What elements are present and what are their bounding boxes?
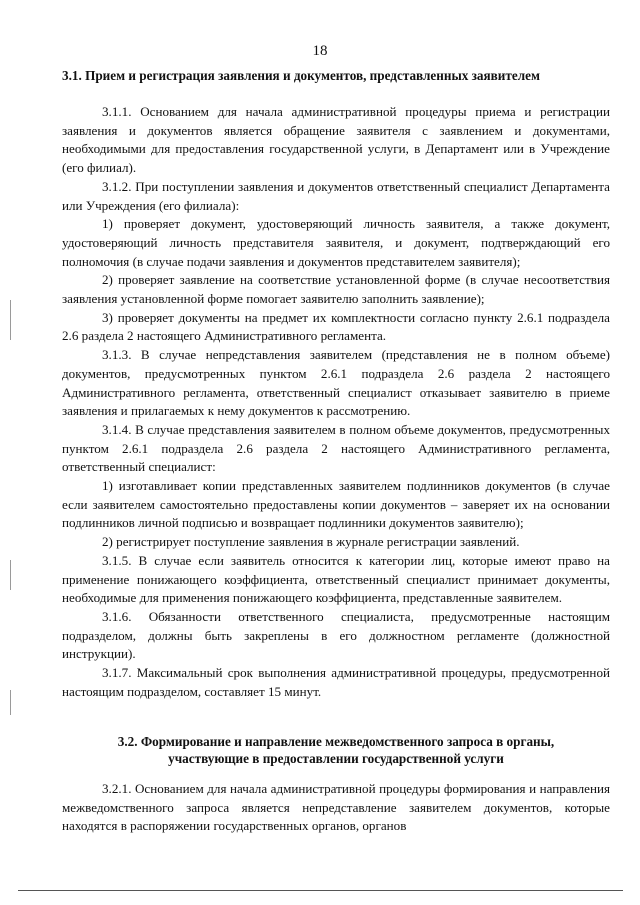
- scan-margin-mark: [10, 690, 11, 715]
- section-3-1-heading: 3.1. Прием и регистрация заявления и документов, представленных заявителем: [62, 68, 540, 83]
- section-3-2-heading: [62, 733, 610, 767]
- paragraph-3-2-1: 3.2.1. Основанием для начала административной процедуры формирования и направления межведомственного запроса является непредставление заявителем документов, которые находятся в распоряжении государственных органов, органов: [62, 781, 610, 834]
- paragraph-3-1-7: 3.1.7. Максимальный срок выполнения административной процедуры, предусмотренной настоящим подразделом, составляет 15 минут.: [62, 665, 610, 699]
- paragraph-3-1-4: 3.1.4. В случае представления заявителем в полном объеме документов, предусмотренных пунктом 2.6.1 подраздела 2.6 раздела 2 настоящего Административного регламента, ответственный специалист:: [62, 421, 610, 475]
- paragraph-3-1-6: 3.1.6. Обязанности ответственного специалиста, предусмотренные настоящим подразделом, должны быть закреплены в его должностном регламенте (должностной инструкции).: [62, 608, 610, 662]
- paragraph-3-1-2: 3.1.2. При поступлении заявления и документов ответственный специалист Департамента или Учреждения (его филиала):: [62, 178, 610, 213]
- section-3-2-heading-line-1: 3.2. Формирование и направление межведомственного запроса в органы,: [117, 734, 555, 749]
- list-item-3-1-4-2: 2) регистрирует поступление заявления в журнале регистрации заявлений.: [102, 534, 520, 550]
- section-3-2-body: [62, 780, 610, 836]
- list-item-3-1-4-1: 1) изготавливает копии представленных заявителем подлинников документов (в случае если заявителем самостоятельно предоставлены копии документов – заверяет их на основании подлинников личной подписью и возвращает подлинники документов заявителю);: [62, 478, 610, 531]
- paragraph-3-1-5: 3.1.5. В случае если заявитель относится к категории лиц, которые имеют право на применение понижающего коэффициента, ответственный специалист принимает документы, необходимые для применения понижающего коэффициента, представленные заявителем.: [62, 552, 610, 606]
- page-number: 18: [312, 43, 328, 59]
- bottom-scan-edge: [18, 890, 623, 891]
- section-3-1-body: [62, 103, 610, 702]
- paragraph-3-1-1: 3.1.1. Основанием для начала административной процедуры приема и регистрации заявления и документов является обращение заявителя с заявлением и документами, необходимыми для предоставления государственной услуги, в Департамент или в Учреждение (его филиал).: [62, 104, 610, 176]
- list-item-3-1-2-3: 3) проверяет документы на предмет их комплектности согласно пункту 2.6.1 подраздела 2.6 раздела 2 настоящего Административного регламента.: [62, 309, 610, 344]
- list-item-3-1-2-1: 1) проверяет документ, удостоверяющий личность заявителя, а также документ, удостоверяющий личность представителя заявителя, и документ, подтверждающий его полномочия (в случае подачи заявления и документов представителем заявителя);: [62, 216, 610, 269]
- list-item-3-1-2-2: 2) проверяет заявление на соответствие установленной форме (в случае несоответствия заявления установленной форме помогает заявителю заполнить заявление);: [62, 272, 610, 307]
- scan-margin-mark: [10, 300, 11, 340]
- scan-margin-mark: [10, 560, 11, 590]
- section-3-2-heading-line-2: участвующие в предоставлении государственной услуги: [168, 751, 504, 766]
- paragraph-3-1-3: 3.1.3. В случае непредставления заявителем (представления не в полном объеме) документов, предусмотренных пунктом 2.6.1 подраздела 2.6 раздела 2 настоящего Административного регламента, ответственный специалист отказывает заявителю в приеме заявления и прилагаемых к нему документов к рассмотрению.: [62, 347, 610, 419]
